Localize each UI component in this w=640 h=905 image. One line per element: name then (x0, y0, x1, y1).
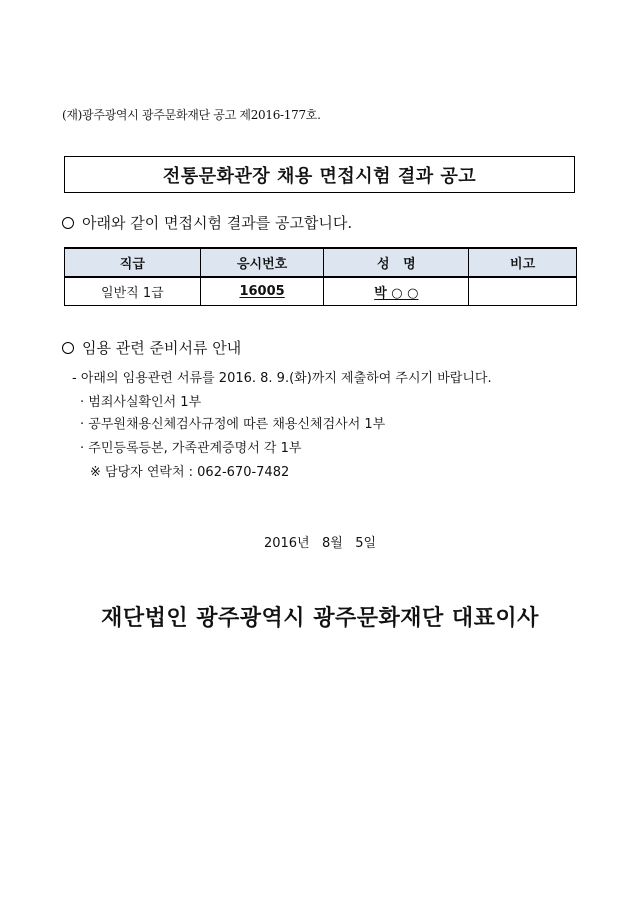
contact-info: ※ 담당자 연락처 : 062-670-7482 (90, 465, 290, 480)
notice-number: (재)광주광역시 광주문화재단 공고 제2016-177호. (62, 108, 321, 122)
intro-statement (62, 212, 352, 233)
document-item: · 주민등록등본, 가족관계증명서 각 1부 (80, 441, 302, 456)
cell-name (324, 277, 469, 306)
header-remarks: 비고 (469, 248, 577, 277)
circle-bullet-icon (62, 342, 74, 354)
submission-instruction: - 아래의 임용관련 서류를 2016. 8. 9.(화)까지 제출하여 주시기 바랍니다. (72, 371, 492, 386)
cell-rank: 일반직 1급 (65, 277, 201, 306)
header-rank: 직급 (65, 248, 201, 277)
issuing-organization: 재단법인 광주광역시 광주문화재단 대표이사 (101, 605, 539, 631)
header-name: 성 명 (324, 248, 469, 277)
document-item: · 공무원채용신체검사규정에 따른 채용신체검사서 1부 (80, 417, 386, 432)
intro-text: 아래와 같이 면접시험 결과를 공고합니다. (82, 214, 353, 232)
header-applicant-number: 응시번호 (200, 248, 324, 277)
document-title (64, 156, 575, 193)
circle-bullet-icon (62, 217, 74, 229)
document-item: · 범죄사실확인서 1부 (80, 395, 202, 410)
table-row (65, 277, 577, 306)
cell-remarks (469, 277, 577, 306)
applicant-name-text: 박 ○ ○ (374, 286, 419, 301)
applicant-number-text: 16005 (239, 284, 285, 299)
notice-date: 2016년 8월 5일 (263, 536, 377, 551)
preparation-heading (62, 337, 241, 358)
document-title-text: 전통문화관장 채용 면접시험 결과 공고 (162, 165, 477, 187)
cell-applicant-number (200, 277, 324, 306)
table-header-row (65, 248, 577, 277)
result-table (64, 247, 577, 306)
preparation-heading-text: 임용 관련 준비서류 안내 (82, 339, 242, 357)
